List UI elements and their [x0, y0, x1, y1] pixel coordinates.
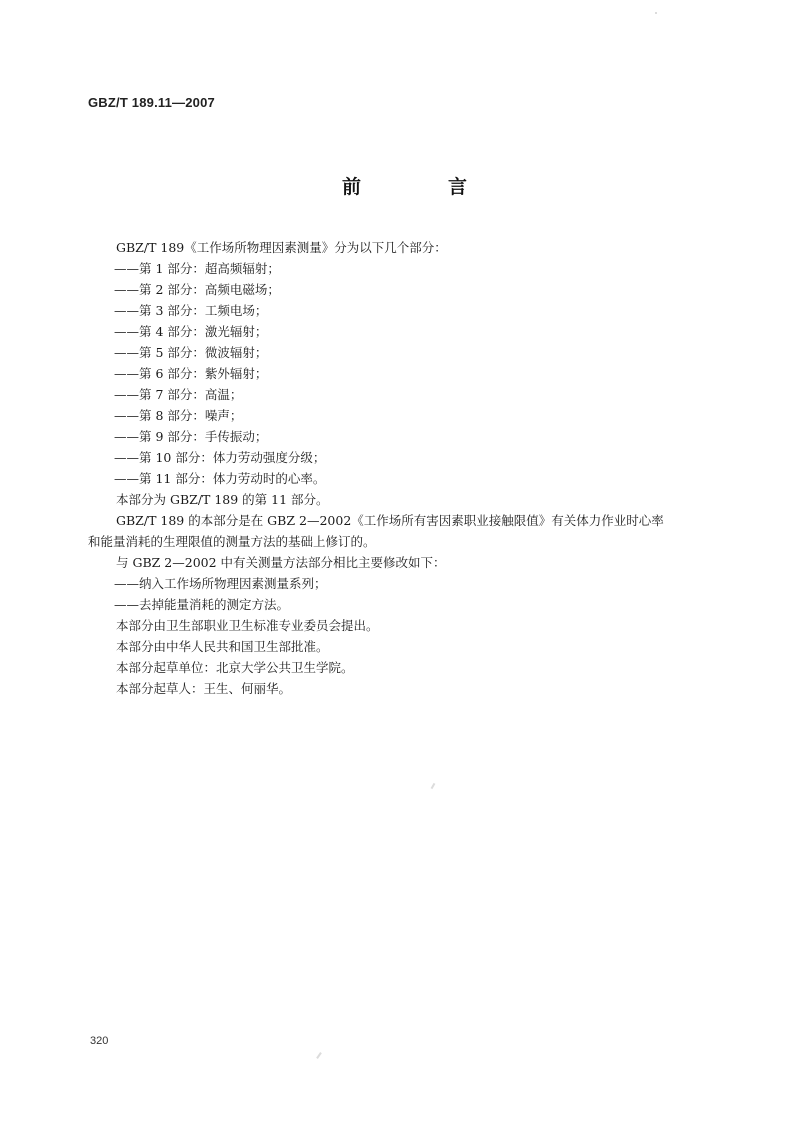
paragraph-line: 本部分由中华人民共和国卫生部批准。	[116, 639, 329, 654]
paragraph-continuation: 和能量消耗的生理限值的测量方法的基础上修订的。	[88, 534, 376, 549]
foreword-body	[88, 237, 716, 699]
paragraph-line: 与 GBZ 2—2002 中有关测量方法部分相比主要修改如下：	[116, 555, 446, 570]
scan-artifact	[655, 12, 657, 14]
scan-artifact	[431, 783, 436, 789]
list-item: ——第 3 部分：工频电场；	[114, 303, 268, 318]
scan-artifact	[316, 1052, 322, 1059]
paragraph-line: 本部分起草人：王生、何丽华。	[116, 681, 292, 696]
paragraph-line: GBZ/T 189 的本部分是在 GBZ 2—2002《工作场所有害因素职业接触限值》有关体力作业时心率	[116, 513, 664, 528]
paragraph-line: 本部分为 GBZ/T 189 的第 11 部分。	[116, 492, 329, 507]
list-item: ——第 4 部分：激光辐射；	[114, 324, 268, 339]
paragraph-line: 本部分起草单位：北京大学公共卫生学院。	[116, 660, 354, 675]
list-item: ——第 11 部分：体力劳动时的心率。	[114, 471, 326, 486]
list-item: ——第 2 部分：高频电磁场；	[114, 282, 280, 297]
list-item: ——第 1 部分：超高频辐射；	[114, 261, 280, 276]
paragraph-line: GBZ/T 189《工作场所物理因素测量》分为以下几个部分：	[116, 240, 447, 255]
list-item: ——纳入工作场所物理因素测量系列；	[114, 576, 327, 591]
page-number: 320	[90, 1035, 109, 1047]
list-item: ——第 6 部分：紫外辐射；	[114, 366, 268, 381]
list-item: ——第 5 部分：微波辐射；	[114, 345, 268, 360]
list-item: ——第 10 部分：体力劳动强度分级；	[114, 450, 326, 465]
page-title: 前 言	[341, 176, 501, 198]
list-item: ——第 8 部分：噪声；	[114, 408, 243, 423]
list-item: ——第 7 部分：高温；	[114, 387, 243, 402]
list-item: ——第 9 部分：手传振动；	[114, 429, 268, 444]
list-item: ——去掉能量消耗的测定方法。	[114, 597, 290, 612]
standard-code: GBZ/T 189.11—2007	[88, 95, 215, 110]
paragraph-line: 本部分由卫生部职业卫生标准专业委员会提出。	[116, 618, 379, 633]
